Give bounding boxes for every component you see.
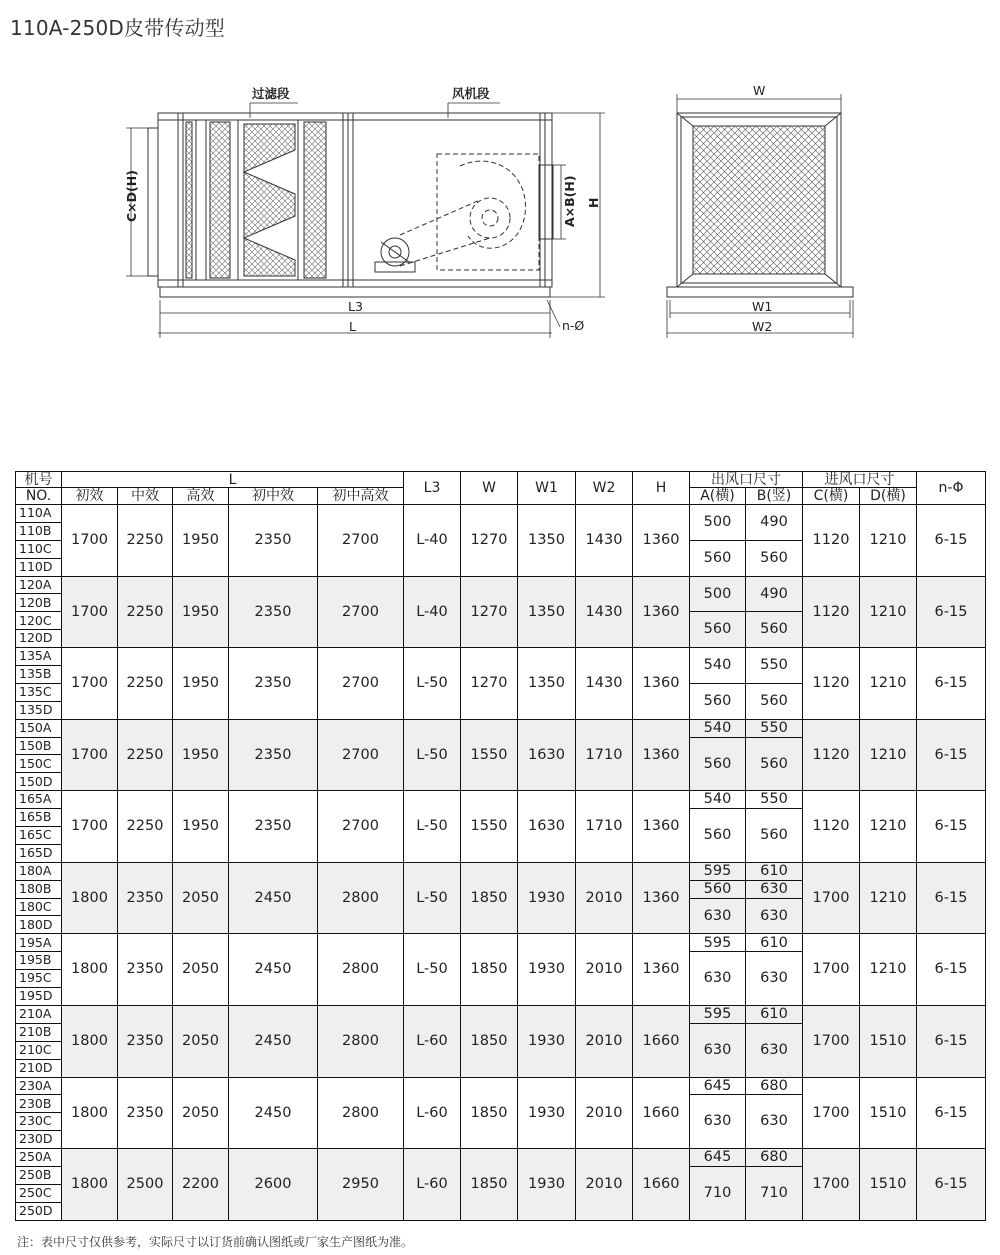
front-filter-mesh: [693, 126, 825, 274]
outlet-b-cell: 610: [746, 862, 803, 880]
outlet-b-cell: 680: [746, 1077, 803, 1095]
table-row: [16, 505, 986, 523]
outlet-a-cell: 540: [690, 648, 746, 684]
side-view: [148, 113, 553, 297]
header-length-sub: 高效: [173, 488, 229, 505]
length-cell: 2700: [318, 791, 404, 863]
model-cell: 150D: [16, 773, 62, 791]
model-cell: 250D: [16, 1202, 62, 1220]
model-cell: 110C: [16, 540, 62, 558]
length-cell: 2950: [318, 1149, 404, 1221]
header-w: W: [461, 472, 518, 505]
motor: [375, 238, 415, 272]
outlet-b-cell: 550: [746, 648, 803, 684]
outlet-b-cell: 560: [746, 683, 803, 719]
holes-cell: 6-15: [917, 1005, 986, 1077]
model-cell: 250B: [16, 1166, 62, 1184]
length-cell: 1950: [173, 505, 229, 577]
table-row: [16, 719, 986, 737]
model-cell: 110B: [16, 522, 62, 540]
model-cell: 110D: [16, 558, 62, 576]
h-cell: 1360: [633, 648, 690, 720]
length-cell: 2050: [173, 934, 229, 1006]
l3-cell: L-50: [404, 862, 461, 934]
length-cell: 2350: [118, 862, 173, 934]
w1-cell: 1350: [518, 648, 576, 720]
outlet-b-cell: 560: [746, 737, 803, 791]
w2-cell: 1710: [576, 719, 633, 791]
outlet-b-cell: 490: [746, 576, 803, 612]
model-cell: 135A: [16, 648, 62, 666]
inlet-d-cell: 1210: [860, 576, 917, 648]
length-cell: 1800: [62, 1149, 118, 1221]
length-cell: 2250: [118, 719, 173, 791]
header-length-sub: 中效: [118, 488, 173, 505]
l3-cell: L-60: [404, 1149, 461, 1221]
page-title: 110A-250D皮带传动型: [10, 16, 226, 40]
l3-cell: L-40: [404, 576, 461, 648]
table-row: [16, 1005, 986, 1023]
h-cell: 1360: [633, 719, 690, 791]
model-cell: 195A: [16, 934, 62, 952]
length-cell: 2450: [229, 862, 318, 934]
model-cell: 195C: [16, 970, 62, 988]
filter-panel-2: [210, 122, 230, 278]
outlet-b-cell: 610: [746, 1005, 803, 1023]
length-label: L: [349, 319, 356, 334]
length-cell: 2500: [118, 1149, 173, 1221]
length-cell: 2250: [118, 505, 173, 577]
inlet-d-cell: 1210: [860, 791, 917, 863]
length-cell: 1950: [173, 719, 229, 791]
model-cell: 135B: [16, 666, 62, 684]
w1-cell: 1930: [518, 862, 576, 934]
table-row: [16, 1077, 986, 1095]
length-cell: 1800: [62, 1005, 118, 1077]
outlet-a-cell: 595: [690, 862, 746, 880]
outlet-b-cell: 680: [746, 1149, 803, 1167]
model-cell: 230A: [16, 1077, 62, 1095]
h-cell: 1360: [633, 934, 690, 1006]
unit-drawing: [0, 60, 1000, 345]
holes-cell: 6-15: [917, 1149, 986, 1221]
w1-cell: 1930: [518, 1005, 576, 1077]
outlet-a-cell: 560: [690, 737, 746, 791]
filter-panel-1: [186, 122, 192, 278]
outlet-dim-label: A×B(H): [562, 175, 577, 227]
inlet-d-cell: 1210: [860, 648, 917, 720]
outlet-a-cell: 645: [690, 1077, 746, 1095]
outlet-b-cell: 630: [746, 880, 803, 898]
front-view: [667, 113, 853, 297]
side-dimensions: [126, 103, 605, 338]
inlet-d-cell: 1510: [860, 1077, 917, 1149]
model-cell: 150B: [16, 737, 62, 755]
inlet-c-cell: 1120: [803, 648, 860, 720]
holes-cell: 6-15: [917, 576, 986, 648]
width-label: W: [753, 83, 766, 98]
length-cell: 2350: [118, 934, 173, 1006]
w2-cell: 1430: [576, 505, 633, 577]
model-cell: 180C: [16, 898, 62, 916]
outlet-a-cell: 560: [690, 880, 746, 898]
length-cell: 2800: [318, 862, 404, 934]
w-cell: 1850: [461, 862, 518, 934]
table-row: [16, 934, 986, 952]
length-cell: 2700: [318, 505, 404, 577]
outlet-a-cell: 560: [690, 612, 746, 648]
w2-cell: 1430: [576, 576, 633, 648]
outlet-a-cell: 630: [690, 898, 746, 934]
outlet-b-cell: 560: [746, 809, 803, 863]
header-machine-no: 机号: [16, 472, 62, 488]
model-cell: 120C: [16, 612, 62, 630]
model-cell: 120D: [16, 630, 62, 648]
length-cell: 1950: [173, 791, 229, 863]
length-cell: 2350: [118, 1077, 173, 1149]
header-holes: n-Φ: [917, 472, 986, 505]
inlet-c-cell: 1700: [803, 1005, 860, 1077]
bag-filter: [244, 124, 295, 276]
outlet-a-cell: 630: [690, 952, 746, 1006]
holes-cell: 6-15: [917, 648, 986, 720]
header-w2: W2: [576, 472, 633, 505]
model-cell: 165C: [16, 827, 62, 845]
model-cell: 250C: [16, 1184, 62, 1202]
height-label: H: [586, 197, 601, 208]
outlet-a-cell: 595: [690, 934, 746, 952]
h-cell: 1360: [633, 505, 690, 577]
l3-cell: L-40: [404, 505, 461, 577]
table-row: [16, 791, 986, 809]
header-inlet-d: D(横): [860, 488, 917, 505]
w2-cell: 2010: [576, 1005, 633, 1077]
length-cell: 2700: [318, 719, 404, 791]
inlet-d-cell: 1210: [860, 719, 917, 791]
length-cell: 2450: [229, 1077, 318, 1149]
w-cell: 1850: [461, 1005, 518, 1077]
outlet-b-cell: 550: [746, 791, 803, 809]
header-outlet-b: B(竖): [746, 488, 803, 505]
length-cell: 2050: [173, 1077, 229, 1149]
model-cell: 210B: [16, 1023, 62, 1041]
inlet-d-cell: 1210: [860, 505, 917, 577]
h-cell: 1360: [633, 791, 690, 863]
model-cell: 210C: [16, 1041, 62, 1059]
outlet-a-cell: 540: [690, 719, 746, 737]
h-cell: 1360: [633, 862, 690, 934]
inlet-c-cell: 1120: [803, 505, 860, 577]
front-base-frame: [667, 287, 853, 297]
header-outlet-a: A(横): [690, 488, 746, 505]
inlet-c-cell: 1700: [803, 1077, 860, 1149]
outlet-a-cell: 540: [690, 791, 746, 809]
model-cell: 180B: [16, 880, 62, 898]
model-cell: 195B: [16, 952, 62, 970]
model-cell: 230C: [16, 1113, 62, 1131]
length-cell: 2450: [229, 934, 318, 1006]
w-cell: 1270: [461, 648, 518, 720]
w-cell: 1270: [461, 576, 518, 648]
length-cell: 2250: [118, 648, 173, 720]
outlet-a-cell: 630: [690, 1023, 746, 1077]
inlet-d-cell: 1210: [860, 934, 917, 1006]
outlet-b-cell: 490: [746, 505, 803, 541]
outlet-b-cell: 710: [746, 1166, 803, 1220]
w-cell: 1850: [461, 1077, 518, 1149]
outlet-b-cell: 560: [746, 612, 803, 648]
h-cell: 1660: [633, 1149, 690, 1221]
inlet-c-cell: 1120: [803, 719, 860, 791]
model-cell: 135C: [16, 683, 62, 701]
w1-cell: 1630: [518, 719, 576, 791]
inlet-c-cell: 1700: [803, 934, 860, 1006]
outlet-a-cell: 630: [690, 1095, 746, 1149]
model-cell: 110A: [16, 505, 62, 523]
holes-cell: 6-15: [917, 1077, 986, 1149]
length-cell: 1800: [62, 1077, 118, 1149]
table-row: [16, 1149, 986, 1167]
outlet-b-cell: 630: [746, 1023, 803, 1077]
l3-cell: L-60: [404, 1005, 461, 1077]
outlet-a-cell: 500: [690, 576, 746, 612]
model-cell: 135D: [16, 701, 62, 719]
table-row: [16, 862, 986, 880]
outlet-a-cell: 500: [690, 505, 746, 541]
filter-section-label: 过滤段: [252, 86, 290, 101]
w-cell: 1550: [461, 719, 518, 791]
length-cell: 2350: [229, 791, 318, 863]
outlet-a-cell: 645: [690, 1149, 746, 1167]
inlet-d-cell: 1510: [860, 1005, 917, 1077]
length-cell: 2350: [229, 719, 318, 791]
length-cell: 2800: [318, 934, 404, 1006]
fan-housing: [400, 154, 539, 270]
l3-cell: L-50: [404, 648, 461, 720]
header-w1: W1: [518, 472, 576, 505]
outlet-b-cell: 610: [746, 934, 803, 952]
model-cell: 120A: [16, 576, 62, 594]
w1-cell: 1350: [518, 576, 576, 648]
header-h: H: [633, 472, 690, 505]
w-cell: 1850: [461, 934, 518, 1006]
holes-cell: 6-15: [917, 719, 986, 791]
w2-cell: 2010: [576, 1149, 633, 1221]
length-cell: 2600: [229, 1149, 318, 1221]
inlet-d-cell: 1510: [860, 1149, 917, 1221]
model-cell: 150A: [16, 719, 62, 737]
length-cell: 2700: [318, 648, 404, 720]
table-row: [16, 648, 986, 666]
outlet-b-cell: 630: [746, 1095, 803, 1149]
length-cell: 2350: [118, 1005, 173, 1077]
header-outlet: 出风口尺寸: [690, 472, 803, 488]
length-cell: 1950: [173, 576, 229, 648]
model-cell: 210A: [16, 1005, 62, 1023]
holes-cell: 6-15: [917, 505, 986, 577]
l3-cell: L-50: [404, 791, 461, 863]
w-cell: 1850: [461, 1149, 518, 1221]
inlet-flange: [148, 128, 158, 276]
outlet-a-cell: 710: [690, 1166, 746, 1220]
w2-cell: 2010: [576, 934, 633, 1006]
inlet-d-cell: 1210: [860, 862, 917, 934]
outlet-a-cell: 595: [690, 1005, 746, 1023]
holes-cell: 6-15: [917, 862, 986, 934]
w2-label: W2: [752, 319, 773, 334]
holes-cell: 6-15: [917, 934, 986, 1006]
l3-label: L3: [348, 299, 363, 314]
spec-table: [15, 471, 986, 1221]
length-cell: 1700: [62, 576, 118, 648]
length-cell: 1950: [173, 648, 229, 720]
length-cell: 2350: [229, 576, 318, 648]
header-inlet-c: C(横): [803, 488, 860, 505]
model-cell: 230D: [16, 1131, 62, 1149]
w1-cell: 1930: [518, 934, 576, 1006]
header-l3: L3: [404, 472, 461, 505]
model-cell: 165B: [16, 809, 62, 827]
w1-cell: 1350: [518, 505, 576, 577]
length-cell: 2050: [173, 1005, 229, 1077]
model-cell: 120B: [16, 594, 62, 612]
model-cell: 250A: [16, 1149, 62, 1167]
length-cell: 2350: [229, 648, 318, 720]
outlet-flange: [539, 165, 553, 239]
inlet-c-cell: 1120: [803, 791, 860, 863]
outlet-b-cell: 630: [746, 898, 803, 934]
length-cell: 1700: [62, 719, 118, 791]
length-cell: 2450: [229, 1005, 318, 1077]
w-cell: 1270: [461, 505, 518, 577]
model-cell: 180D: [16, 916, 62, 934]
inlet-c-cell: 1700: [803, 862, 860, 934]
h-cell: 1360: [633, 576, 690, 648]
length-cell: 2050: [173, 862, 229, 934]
table-row: [16, 576, 986, 594]
w1-cell: 1930: [518, 1077, 576, 1149]
outlet-a-cell: 560: [690, 809, 746, 863]
header-machine-no-en: NO.: [16, 488, 62, 505]
header-length: L: [62, 472, 404, 488]
inlet-c-cell: 1700: [803, 1149, 860, 1221]
header-row: [16, 472, 986, 488]
w2-cell: 2010: [576, 862, 633, 934]
length-cell: 2200: [173, 1149, 229, 1221]
outlet-b-cell: 630: [746, 952, 803, 1006]
length-cell: 2700: [318, 576, 404, 648]
inlet-dim-label: C×D(H): [124, 170, 139, 222]
base-frame: [160, 287, 550, 297]
model-cell: 210D: [16, 1059, 62, 1077]
fan-section-label: 风机段: [452, 86, 490, 101]
model-cell: 180A: [16, 862, 62, 880]
model-cell: 165D: [16, 844, 62, 862]
h-cell: 1660: [633, 1005, 690, 1077]
w1-cell: 1930: [518, 1149, 576, 1221]
length-cell: 1700: [62, 505, 118, 577]
footnote: 注：表中尺寸仅供参考，实际尺寸以订货前确认图纸或厂家生产图纸为准。: [17, 1235, 414, 1249]
length-cell: 1800: [62, 934, 118, 1006]
model-cell: 230B: [16, 1095, 62, 1113]
header-length-sub: 初效: [62, 488, 118, 505]
model-cell: 195D: [16, 988, 62, 1006]
length-cell: 2250: [118, 791, 173, 863]
length-cell: 1700: [62, 791, 118, 863]
length-cell: 2350: [229, 505, 318, 577]
w2-cell: 2010: [576, 1077, 633, 1149]
model-cell: 165A: [16, 791, 62, 809]
length-cell: 2250: [118, 576, 173, 648]
w2-cell: 1430: [576, 648, 633, 720]
length-cell: 1800: [62, 862, 118, 934]
outlet-a-cell: 560: [690, 683, 746, 719]
inlet-c-cell: 1120: [803, 576, 860, 648]
filter-panel-3: [304, 122, 326, 278]
h-cell: 1660: [633, 1077, 690, 1149]
header-length-sub: 初中高效: [318, 488, 404, 505]
l3-cell: L-50: [404, 719, 461, 791]
model-cell: 150C: [16, 755, 62, 773]
header-length-sub: 初中效: [229, 488, 318, 505]
w1-cell: 1630: [518, 791, 576, 863]
holes-label: n-Ø: [562, 318, 585, 333]
length-cell: 1700: [62, 648, 118, 720]
length-cell: 2800: [318, 1005, 404, 1077]
w-cell: 1550: [461, 791, 518, 863]
header-inlet: 进风口尺寸: [803, 472, 917, 488]
length-cell: 2800: [318, 1077, 404, 1149]
l3-cell: L-50: [404, 934, 461, 1006]
w1-label: W1: [752, 299, 773, 314]
outlet-b-cell: 560: [746, 540, 803, 576]
outlet-a-cell: 560: [690, 540, 746, 576]
l3-cell: L-60: [404, 1077, 461, 1149]
w2-cell: 1710: [576, 791, 633, 863]
holes-cell: 6-15: [917, 791, 986, 863]
outlet-b-cell: 550: [746, 719, 803, 737]
